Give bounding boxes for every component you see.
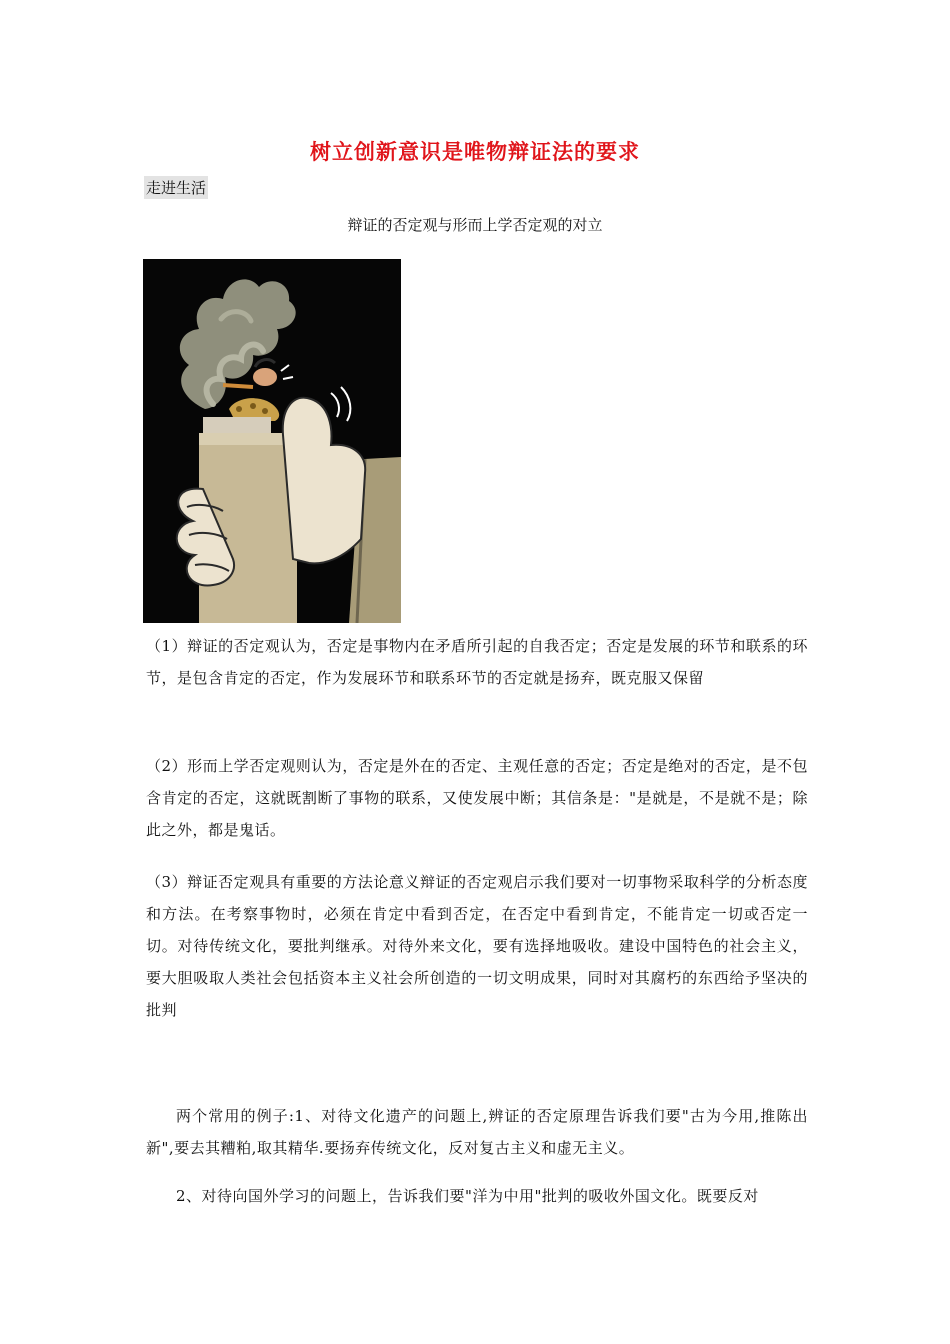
paragraph-5: 2、对待向国外学习的问题上，告诉我们要"洋为中用"批判的吸收外国文化。既要反对 xyxy=(176,1187,759,1205)
paragraph-4: 两个常用的例子:1、对待文化遗产的问题上,辨证的否定原理告诉我们要"古为今用,推陈出新",要去其糟粕,取其精华.要扬弃传统文化，反对复古主义和虚无主义。 xyxy=(146,1107,808,1157)
document-title: 树立创新意识是唯物辩证法的要求 xyxy=(310,140,640,164)
section-subtitle: 辩证的否定观与形而上学否定观的对立 xyxy=(347,216,603,234)
cartoon-hand-lighter-icon xyxy=(143,259,401,623)
paragraph-1: （1）辩证的否定观认为，否定是事物内在矛盾所引起的自我否定；否定是发展的环节和联系的环节，是包含肯定的否定，作为发展环节和联系环节的否定就是扬弃，既克服又保留 xyxy=(146,637,808,687)
paragraph-2: （2）形而上学否定观则认为，否定是外在的否定、主观任意的否定；否定是绝对的否定，是不包含肯定的否定，这就既割断了事物的联系，又使发展中断；其信条是："是就是，不是就不是；除此之外，都是鬼话。 xyxy=(146,757,808,839)
paragraph-3: （3）辩证否定观具有重要的方法论意义辩证的否定观启示我们要对一切事物采取科学的分析态度和方法。在考察事物时，必须在肯定中看到否定，在否定中看到肯定，不能肯定一切或否定一切。对待传统文化，要批判继承。对待外来文化，要有选择地吸收。建设中国特色的社会主义，要大胆吸取人类社会包括资本主义社会所创造的一切文明成果，同时对其腐朽的东西给予坚决的批判 xyxy=(146,873,808,1019)
section-label: 走进生活 xyxy=(144,176,208,199)
